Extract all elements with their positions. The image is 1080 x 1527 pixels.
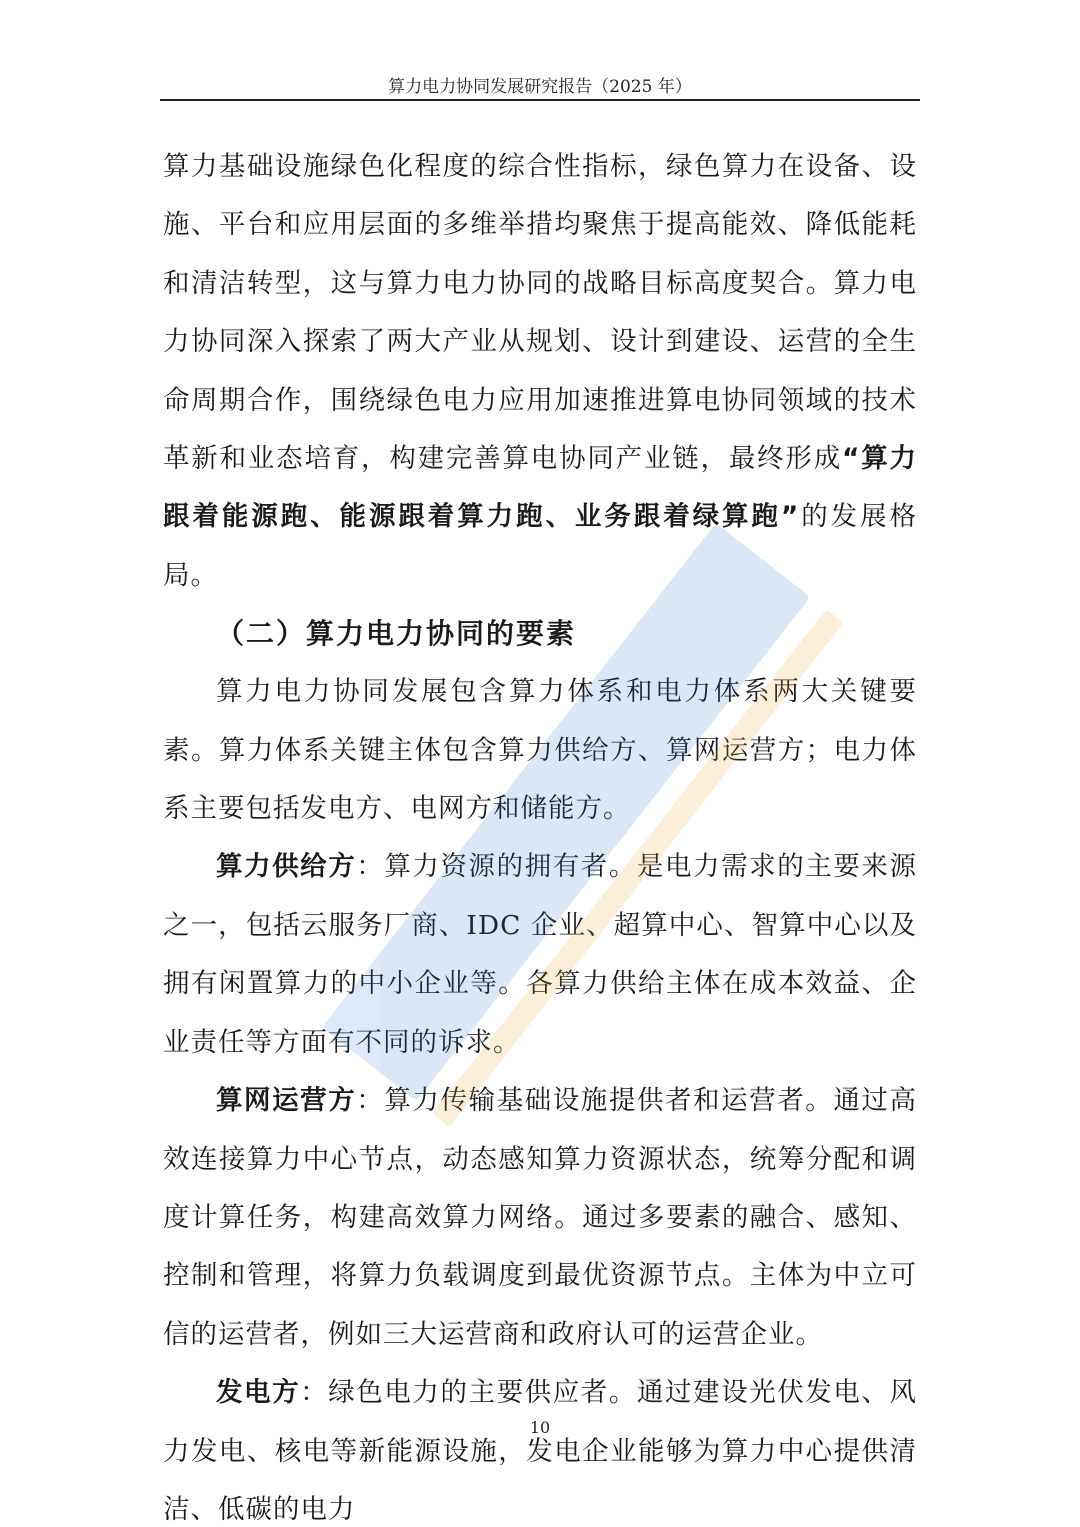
term-network-operator: 算网运营方 [216, 1085, 357, 1117]
paragraph-3 [163, 838, 917, 1072]
page-number: 10 [529, 1418, 551, 1437]
paragraph-5 [163, 1364, 917, 1527]
section-heading: （二）算力电力协同的要素 [216, 617, 577, 651]
paragraph-4-text: ：算力传输基础设施提供者和运营者。通过高效连接算力中心节点，动态感知算力资源状态，统筹分配和调度计算任务，构建高效算力网络。通过多要素的融合、感知、控制和管理，将算力负载调度到最优资源节点。主体为中立可信的运营者，例如三大运营商和政府认可的运营企业。 [163, 1085, 917, 1350]
paragraph-1 [163, 138, 917, 605]
paragraph-1-text: 算力基础设施绿色化程度的综合性指标，绿色算力在设备、设施、平台和应用层面的多维举措均聚焦于提高能效、降低能耗和清洁转型，这与算力电力协同的战略目标高度契合。算力电力协同深入探索了两大产业从规划、设计到建设、运营的全生命周期合作，围绕绿色电力应用加速推进算电协同领域的技术革新和业态培育，构建完善算电协同产业链，最终形成 [163, 151, 917, 475]
body-text [163, 138, 917, 1527]
running-header: 算力电力协同发展研究报告（2025 年） [388, 77, 692, 97]
paragraph-2: 算力电力协同发展包含算力体系和电力体系两大关键要素。算力体系关键主体包含算力供给方、算网运营方；电力体系主要包括发电方、电网方和储能方。 [163, 676, 917, 825]
term-power-generator: 发电方 [216, 1377, 301, 1409]
paragraph-1-emphasis: “算力跟着能源跑、能源跟着算力跑、业务跟着绿算跑” [163, 443, 917, 533]
paragraph-5-text: ：绿色电力的主要供应者。通过建设光伏发电、风力发电、核电等新能源设施，发电企业能够为算力中心提供清洁、低碳的电力 [163, 1377, 917, 1525]
paragraph-3-text: ：算力资源的拥有者。是电力需求的主要来源之一，包括云服务厂商、IDC 企业、超算中心、智算中心以及拥有闲置算力的中小企业等。各算力供给主体在成本效益、企业责任等方面有不同的诉求。 [163, 851, 917, 1058]
paragraph-1-tail: 的发展格局。 [163, 501, 918, 591]
header-rule [160, 99, 920, 101]
term-compute-supplier: 算力供给方 [216, 851, 357, 883]
paragraph-4 [163, 1072, 917, 1364]
